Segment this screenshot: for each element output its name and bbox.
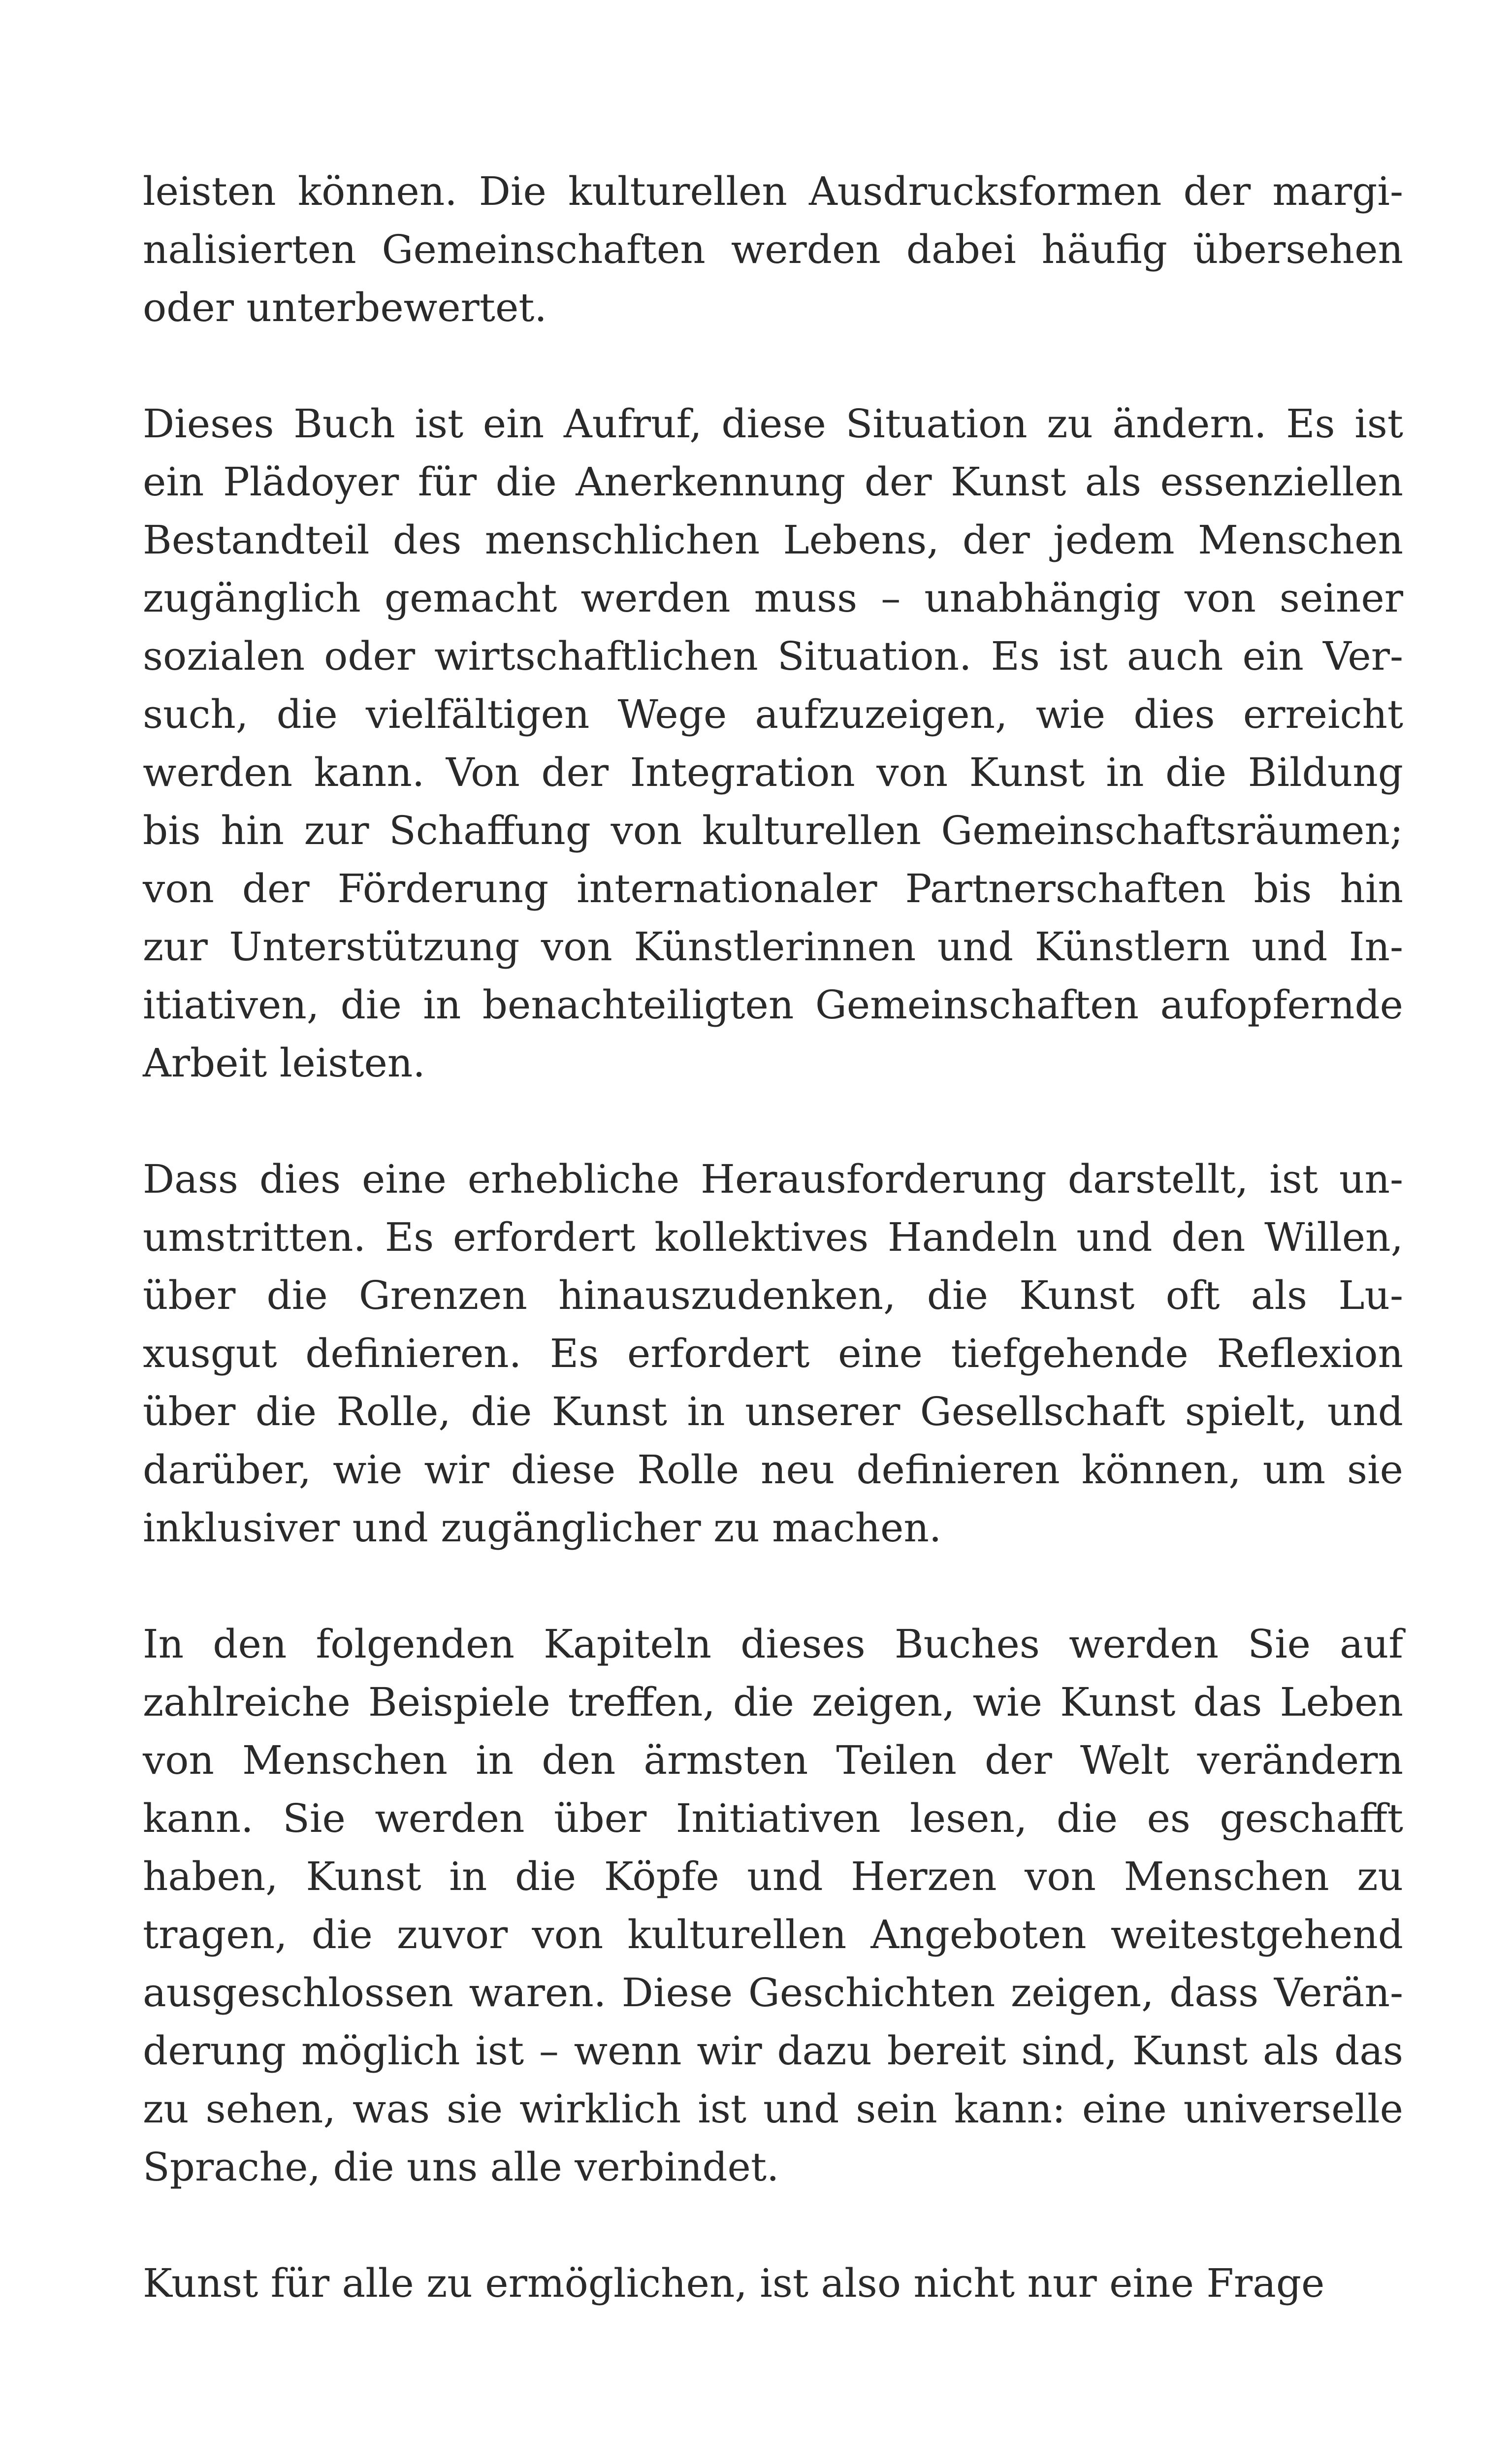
text-line: Dieses Buch ist ein Aufruf, diese Situation zu ändern. Es ist — [143, 401, 1403, 447]
text-line: zur Unterstützung von Künstlerinnen und Künstlern und In- — [143, 924, 1403, 970]
text-line: kann. Sie werden über Initiativen lesen, die es geschafft — [143, 1795, 1403, 1841]
text-line: über die Rolle, die Kunst in unserer Gesellschaft spielt, und — [143, 1389, 1403, 1434]
paragraph — [143, 395, 1403, 1092]
text-line: itiativen, die in benachteiligten Gemeinschaften aufopfernde — [143, 982, 1403, 1028]
text-line: Arbeit leisten. — [143, 1040, 425, 1086]
text-line: ein Plädoyer für die Anerkennung der Kunst als essenziellen — [143, 459, 1403, 505]
text-line: werden kann. Von der Integration von Kunst in die Bildung — [143, 749, 1403, 795]
text-line: haben, Kunst in die Köpfe und Herzen von Menschen zu — [143, 1854, 1403, 1899]
text-line: zu sehen, was sie wirklich ist und sein kann: eine universelle — [143, 2086, 1403, 2132]
body-text — [143, 163, 1403, 2313]
text-line: leisten können. Die kulturellen Ausdrucksformen der margi- — [143, 168, 1403, 214]
text-line: Sprache, die uns alle verbindet. — [143, 2144, 779, 2190]
text-line: ausgeschlossen waren. Diese Geschichten zeigen, dass Verän- — [143, 1970, 1403, 2016]
text-line: umstritten. Es erfordert kollektives Handeln und den Willen, — [143, 1214, 1403, 1260]
text-line: zugänglich gemacht werden muss – unabhängig von seiner — [143, 575, 1403, 621]
text-line: xusgut definieren. Es erfordert eine tiefgehende Reflexion — [143, 1331, 1403, 1376]
text-line: über die Grenzen hinauszudenken, die Kunst oft als Lu- — [143, 1272, 1403, 1318]
text-line: bis hin zur Schaffung von kulturellen Gemeinschaftsräumen; — [143, 808, 1403, 853]
text-line: tragen, die zuvor von kulturellen Angeboten weitestgehend — [143, 1912, 1403, 1957]
text-line: sozialen oder wirtschaftlichen Situation. Es ist auch ein Ver- — [143, 633, 1403, 679]
text-line: inklusiver und zugänglicher zu machen. — [143, 1505, 942, 1551]
text-line: Bestandteil des menschlichen Lebens, der jedem Menschen — [143, 517, 1403, 563]
paragraph — [143, 2254, 1403, 2313]
text-line: darüber, wie wir diese Rolle neu definieren können, um sie — [143, 1447, 1403, 1493]
text-line: von der Förderung internationaler Partnerschaften bis hin — [143, 866, 1403, 912]
text-line: nalisierten Gemeinschaften werden dabei häufig übersehen — [143, 227, 1403, 272]
text-line: zahlreiche Beispiele treffen, die zeigen, wie Kunst das Leben — [143, 1679, 1403, 1725]
text-line: von Menschen in den ärmsten Teilen der Welt verändern — [143, 1737, 1403, 1783]
paragraph — [143, 1615, 1403, 2196]
text-line: Dass dies eine erhebliche Herausforderung darstellt, ist un- — [143, 1156, 1403, 1202]
paragraph — [143, 163, 1403, 337]
text-line: such, die vielfältigen Wege aufzuzeigen, wie dies erreicht — [143, 691, 1403, 737]
text-line: oder unterbewertet. — [143, 285, 547, 330]
text-line: Kunst für alle zu ermöglichen, ist also nicht nur eine Frage — [143, 2260, 1325, 2306]
text-line: derung möglich ist – wenn wir dazu bereit sind, Kunst als das — [143, 2028, 1403, 2074]
paragraph — [143, 1150, 1403, 1557]
text-line: In den folgenden Kapiteln dieses Buches werden Sie auf — [143, 1621, 1403, 1667]
